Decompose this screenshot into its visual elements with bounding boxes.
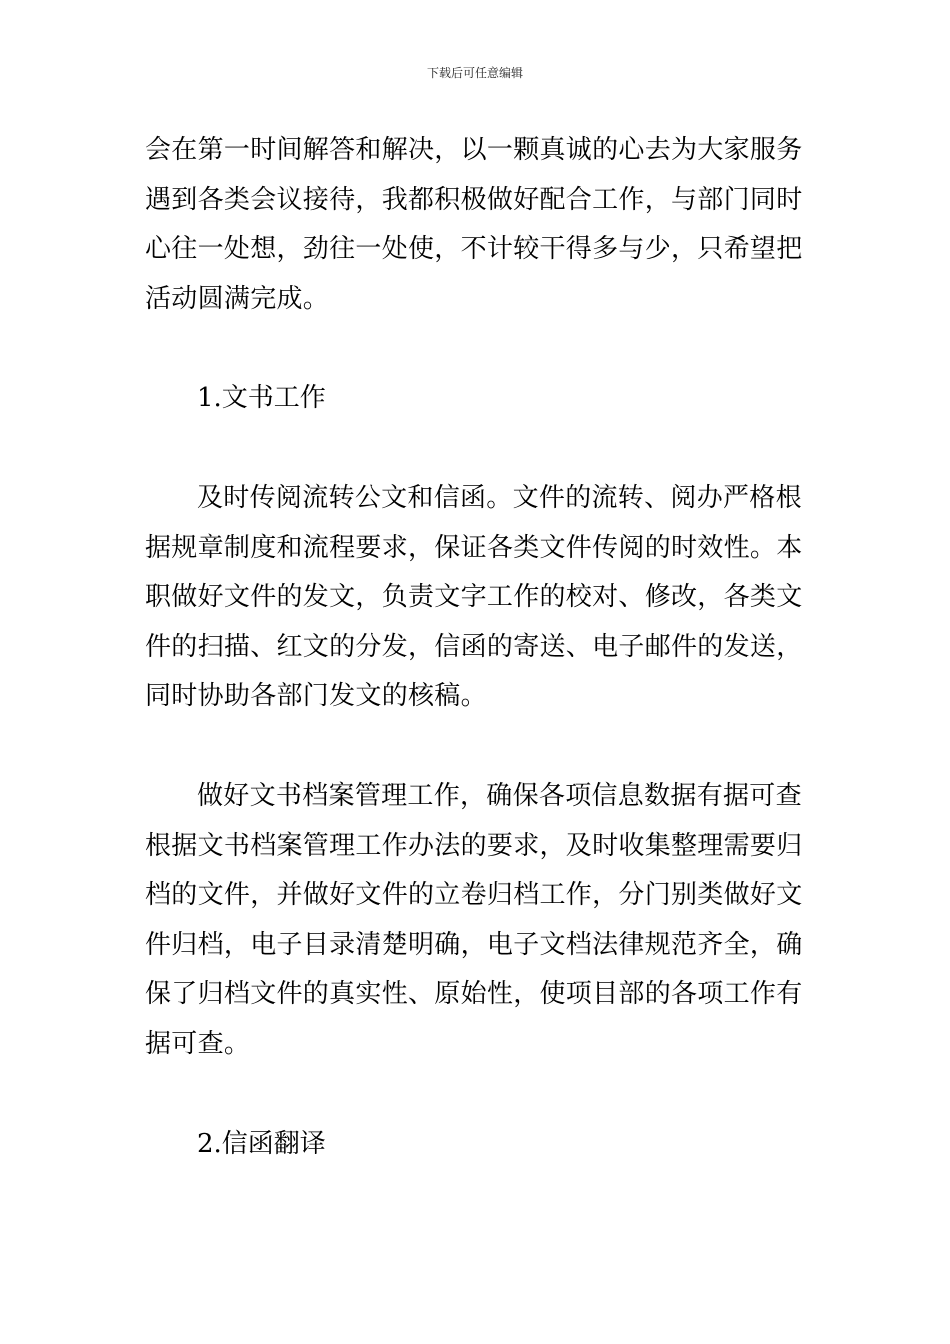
document-body (145, 126, 807, 1219)
section-heading-1: 1.文书工作 (197, 383, 326, 414)
section-heading-2: 2.信函翻译 (197, 1128, 326, 1159)
paragraph-continuation: 会在第一时间解答和解决，以一颗真诚的心去为大家服务遇到各类会议接待，我都积极做好配合工作，与部门同时心往一处想，劲往一处使，不计较干得多与少，只希望把活动圆满完成。 (145, 135, 803, 314)
paragraph-archive-management: 做好文书档案管理工作，确保各项信息数据有据可查根据文书档案管理工作办法的要求，及时收集整理需要归档的文件，并做好文件的立卷归档工作，分门别类做好文件归档，电子目录清楚明确，电子文档法律规范齐全，确保了归档文件的真实性、原始性，使项目部的各项工作有据可查。 (145, 780, 803, 1059)
paragraph-document-circulation: 及时传阅流转公文和信函。文件的流转、阅办严格根据规章制度和流程要求，保证各类文件传阅的时效性。本职做好文件的发文，负责文字工作的校对、修改，各类文件的扫描、红文的分发，信函的寄送、电子邮件的发送，同时协助各部门发文的核稿。 (145, 482, 803, 712)
page-header: 下载后可任意编辑 (426, 66, 523, 80)
